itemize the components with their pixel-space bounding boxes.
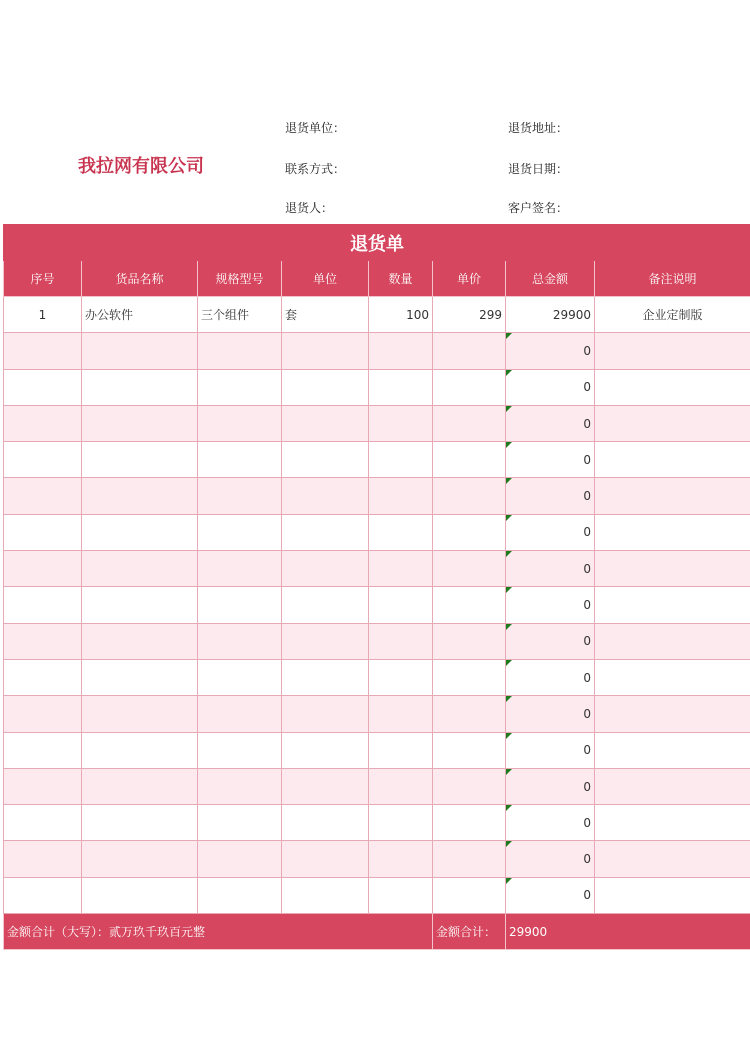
- cell-total-value: 0: [583, 380, 591, 395]
- cell-total[interactable]: [506, 841, 595, 877]
- cell-total[interactable]: [506, 768, 595, 804]
- empty-cell[interactable]: [595, 551, 750, 587]
- cell-total[interactable]: [506, 659, 595, 695]
- customer-sign-label: 客户签名：: [508, 201, 569, 215]
- table-row: [4, 478, 750, 514]
- cell-total-value: 0: [583, 670, 591, 685]
- empty-cell[interactable]: [595, 369, 750, 405]
- empty-cell[interactable]: [369, 805, 433, 841]
- formula-indicator-icon: [506, 841, 512, 847]
- cell-total-value: 0: [583, 852, 591, 867]
- table-row: [4, 514, 750, 550]
- empty-cell[interactable]: [282, 768, 369, 804]
- empty-cell[interactable]: [433, 841, 506, 877]
- cell-total-value: 0: [583, 888, 591, 903]
- empty-cell[interactable]: [595, 841, 750, 877]
- empty-cell[interactable]: [282, 841, 369, 877]
- empty-cell[interactable]: [595, 805, 750, 841]
- formula-indicator-icon: [506, 660, 512, 666]
- cell-total[interactable]: [506, 587, 595, 623]
- empty-cell[interactable]: [282, 696, 369, 732]
- table-row: [4, 297, 750, 333]
- empty-cell[interactable]: [198, 659, 282, 695]
- cell-total[interactable]: [506, 551, 595, 587]
- empty-cell[interactable]: [369, 405, 433, 441]
- column-header-name: 货品名称: [82, 261, 198, 297]
- empty-cell[interactable]: [82, 623, 198, 659]
- cell-total[interactable]: [506, 696, 595, 732]
- empty-cell[interactable]: [595, 623, 750, 659]
- cell-total-value: 0: [583, 452, 591, 467]
- empty-cell[interactable]: [595, 877, 750, 913]
- empty-cell[interactable]: [282, 805, 369, 841]
- empty-cell[interactable]: [82, 478, 198, 514]
- empty-cell[interactable]: [4, 805, 82, 841]
- returner-label: 退货人：: [285, 201, 334, 215]
- empty-cell[interactable]: [198, 514, 282, 550]
- empty-cell[interactable]: [595, 768, 750, 804]
- empty-cell[interactable]: [198, 369, 282, 405]
- formula-indicator-icon: [506, 442, 512, 448]
- formula-indicator-icon: [506, 624, 512, 630]
- empty-cell[interactable]: [369, 333, 433, 369]
- empty-cell[interactable]: [369, 768, 433, 804]
- formula-indicator-icon: [506, 370, 512, 376]
- empty-cell[interactable]: [82, 333, 198, 369]
- table-row: [4, 442, 750, 478]
- empty-cell[interactable]: [198, 405, 282, 441]
- column-header-qty: 数量: [369, 261, 433, 297]
- empty-cell[interactable]: [82, 587, 198, 623]
- column-header-note: 备注说明: [595, 261, 750, 297]
- empty-cell[interactable]: [433, 551, 506, 587]
- empty-cell[interactable]: [4, 551, 82, 587]
- empty-cell[interactable]: [433, 877, 506, 913]
- empty-cell[interactable]: [4, 841, 82, 877]
- return-address-label: 退货地址：: [508, 121, 569, 135]
- table-row: [4, 659, 750, 695]
- empty-cell[interactable]: [595, 333, 750, 369]
- footer-row: [4, 914, 750, 950]
- cell-total-value: 0: [583, 561, 591, 576]
- empty-cell[interactable]: [433, 478, 506, 514]
- empty-cell[interactable]: [433, 333, 506, 369]
- empty-cell[interactable]: [369, 442, 433, 478]
- cell-total[interactable]: [506, 442, 595, 478]
- cell-total[interactable]: [506, 877, 595, 913]
- empty-cell[interactable]: [282, 405, 369, 441]
- column-header-row: [4, 261, 750, 297]
- empty-cell[interactable]: [4, 623, 82, 659]
- cell-total[interactable]: [506, 478, 595, 514]
- cell-unit[interactable]: 套: [282, 297, 369, 333]
- cell-total-value: 0: [583, 416, 591, 431]
- empty-cell[interactable]: [282, 659, 369, 695]
- table-row: [4, 551, 750, 587]
- column-header-unit: 单位: [282, 261, 369, 297]
- table-row: [4, 587, 750, 623]
- formula-indicator-icon: [506, 733, 512, 739]
- return-form-table: [3, 224, 750, 950]
- empty-cell[interactable]: [433, 768, 506, 804]
- empty-cell[interactable]: [4, 587, 82, 623]
- formula-indicator-icon: [506, 587, 512, 593]
- empty-cell[interactable]: [369, 478, 433, 514]
- empty-cell[interactable]: [82, 841, 198, 877]
- cell-total-value: 0: [583, 815, 591, 830]
- cell-total-value: 0: [583, 525, 591, 540]
- column-header-spec: 规格型号: [198, 261, 282, 297]
- empty-cell[interactable]: [433, 696, 506, 732]
- empty-cell[interactable]: [198, 442, 282, 478]
- empty-cell[interactable]: [4, 333, 82, 369]
- cell-total-value: 0: [583, 343, 591, 358]
- empty-cell[interactable]: [369, 659, 433, 695]
- empty-cell[interactable]: [595, 587, 750, 623]
- empty-cell[interactable]: [282, 732, 369, 768]
- empty-cell[interactable]: [433, 442, 506, 478]
- formula-indicator-icon: [506, 551, 512, 557]
- cell-total[interactable]: [506, 805, 595, 841]
- column-header-no: 序号: [4, 261, 82, 297]
- empty-cell[interactable]: [198, 877, 282, 913]
- empty-cell[interactable]: [82, 659, 198, 695]
- empty-cell[interactable]: [282, 551, 369, 587]
- cell-total-value: 0: [583, 743, 591, 758]
- empty-cell[interactable]: [282, 587, 369, 623]
- amount-total-label: 金额合计：: [433, 914, 506, 950]
- cell-total-value: 0: [583, 489, 591, 504]
- table-row: [4, 696, 750, 732]
- empty-cell[interactable]: [82, 768, 198, 804]
- empty-cell[interactable]: [595, 405, 750, 441]
- empty-cell[interactable]: [198, 623, 282, 659]
- empty-cell[interactable]: [198, 805, 282, 841]
- cell-note[interactable]: 企业定制版: [595, 297, 750, 333]
- table-row: [4, 405, 750, 441]
- empty-cell[interactable]: [4, 659, 82, 695]
- empty-cell[interactable]: [82, 732, 198, 768]
- formula-indicator-icon: [506, 406, 512, 412]
- contact-label: 联系方式：: [285, 162, 346, 176]
- empty-cell[interactable]: [4, 696, 82, 732]
- empty-cell[interactable]: [198, 732, 282, 768]
- formula-indicator-icon: [506, 805, 512, 811]
- empty-cell[interactable]: [595, 442, 750, 478]
- empty-cell[interactable]: [433, 732, 506, 768]
- empty-cell[interactable]: [4, 478, 82, 514]
- cell-total[interactable]: [506, 405, 595, 441]
- empty-cell[interactable]: [198, 333, 282, 369]
- cell-total-value: 0: [583, 598, 591, 613]
- company-name: 我拉网有限公司: [78, 156, 204, 177]
- cell-total-value: 0: [583, 706, 591, 721]
- empty-cell[interactable]: [82, 514, 198, 550]
- empty-cell[interactable]: [4, 369, 82, 405]
- empty-cell[interactable]: [369, 587, 433, 623]
- empty-cell[interactable]: [433, 514, 506, 550]
- table-row: [4, 333, 750, 369]
- empty-cell[interactable]: [282, 442, 369, 478]
- table-row: [4, 805, 750, 841]
- empty-cell[interactable]: [433, 405, 506, 441]
- empty-cell[interactable]: [369, 514, 433, 550]
- table-row: [4, 768, 750, 804]
- empty-cell[interactable]: [4, 405, 82, 441]
- empty-cell[interactable]: [595, 478, 750, 514]
- empty-cell[interactable]: [595, 659, 750, 695]
- empty-cell[interactable]: [4, 768, 82, 804]
- formula-indicator-icon: [506, 696, 512, 702]
- empty-cell[interactable]: [198, 841, 282, 877]
- cell-price[interactable]: 299: [433, 297, 506, 333]
- amount-total-value: 29900: [506, 914, 750, 950]
- cell-qty[interactable]: 100: [369, 297, 433, 333]
- cell-total[interactable]: [506, 623, 595, 659]
- table-row: [4, 623, 750, 659]
- empty-cell[interactable]: [595, 514, 750, 550]
- cell-total[interactable]: 29900: [506, 297, 595, 333]
- formula-indicator-icon: [506, 333, 512, 339]
- empty-cell[interactable]: [82, 405, 198, 441]
- empty-cell[interactable]: [198, 478, 282, 514]
- empty-cell[interactable]: [433, 369, 506, 405]
- formula-indicator-icon: [506, 515, 512, 521]
- empty-cell[interactable]: [282, 369, 369, 405]
- empty-cell[interactable]: [595, 732, 750, 768]
- empty-cell[interactable]: [433, 805, 506, 841]
- empty-cell[interactable]: [282, 478, 369, 514]
- empty-cell[interactable]: [282, 623, 369, 659]
- empty-cell[interactable]: [369, 696, 433, 732]
- cell-no[interactable]: 1: [4, 297, 82, 333]
- cell-total-value: 0: [583, 779, 591, 794]
- table-row: [4, 369, 750, 405]
- empty-cell[interactable]: [369, 841, 433, 877]
- empty-cell[interactable]: [369, 877, 433, 913]
- empty-cell[interactable]: [82, 442, 198, 478]
- empty-cell[interactable]: [369, 732, 433, 768]
- cell-total[interactable]: [506, 514, 595, 550]
- empty-cell[interactable]: [282, 514, 369, 550]
- amount-words: 金额合计（大写）：贰万玖千玖百元整: [4, 914, 433, 950]
- formula-indicator-icon: [506, 478, 512, 484]
- empty-cell[interactable]: [4, 442, 82, 478]
- empty-cell[interactable]: [82, 696, 198, 732]
- column-header-total: 总金额: [506, 261, 595, 297]
- cell-total[interactable]: [506, 333, 595, 369]
- return-unit-label: 退货单位：: [285, 121, 346, 135]
- empty-cell[interactable]: [369, 369, 433, 405]
- cell-spec[interactable]: 三个组件: [198, 297, 282, 333]
- empty-cell[interactable]: [4, 732, 82, 768]
- cell-name[interactable]: 办公软件: [82, 297, 198, 333]
- empty-cell[interactable]: [4, 514, 82, 550]
- empty-cell[interactable]: [198, 696, 282, 732]
- empty-cell[interactable]: [369, 623, 433, 659]
- empty-cell[interactable]: [82, 805, 198, 841]
- empty-cell[interactable]: [433, 623, 506, 659]
- empty-cell[interactable]: [282, 877, 369, 913]
- cell-total-value: 0: [583, 634, 591, 649]
- empty-cell[interactable]: [433, 659, 506, 695]
- table-row: [4, 732, 750, 768]
- empty-cell[interactable]: [4, 877, 82, 913]
- empty-cell[interactable]: [198, 551, 282, 587]
- empty-cell[interactable]: [82, 551, 198, 587]
- cell-total[interactable]: [506, 732, 595, 768]
- form-title: 退货单: [4, 225, 750, 261]
- cell-total[interactable]: [506, 369, 595, 405]
- empty-cell[interactable]: [198, 587, 282, 623]
- column-header-price: 单价: [433, 261, 506, 297]
- empty-cell[interactable]: [198, 768, 282, 804]
- formula-indicator-icon: [506, 878, 512, 884]
- table-row: [4, 877, 750, 913]
- formula-indicator-icon: [506, 769, 512, 775]
- empty-cell[interactable]: [82, 369, 198, 405]
- table-row: [4, 841, 750, 877]
- empty-cell[interactable]: [82, 877, 198, 913]
- empty-cell[interactable]: [369, 551, 433, 587]
- empty-cell[interactable]: [595, 696, 750, 732]
- empty-cell[interactable]: [433, 587, 506, 623]
- empty-cell[interactable]: [282, 333, 369, 369]
- return-date-label: 退货日期：: [508, 162, 569, 176]
